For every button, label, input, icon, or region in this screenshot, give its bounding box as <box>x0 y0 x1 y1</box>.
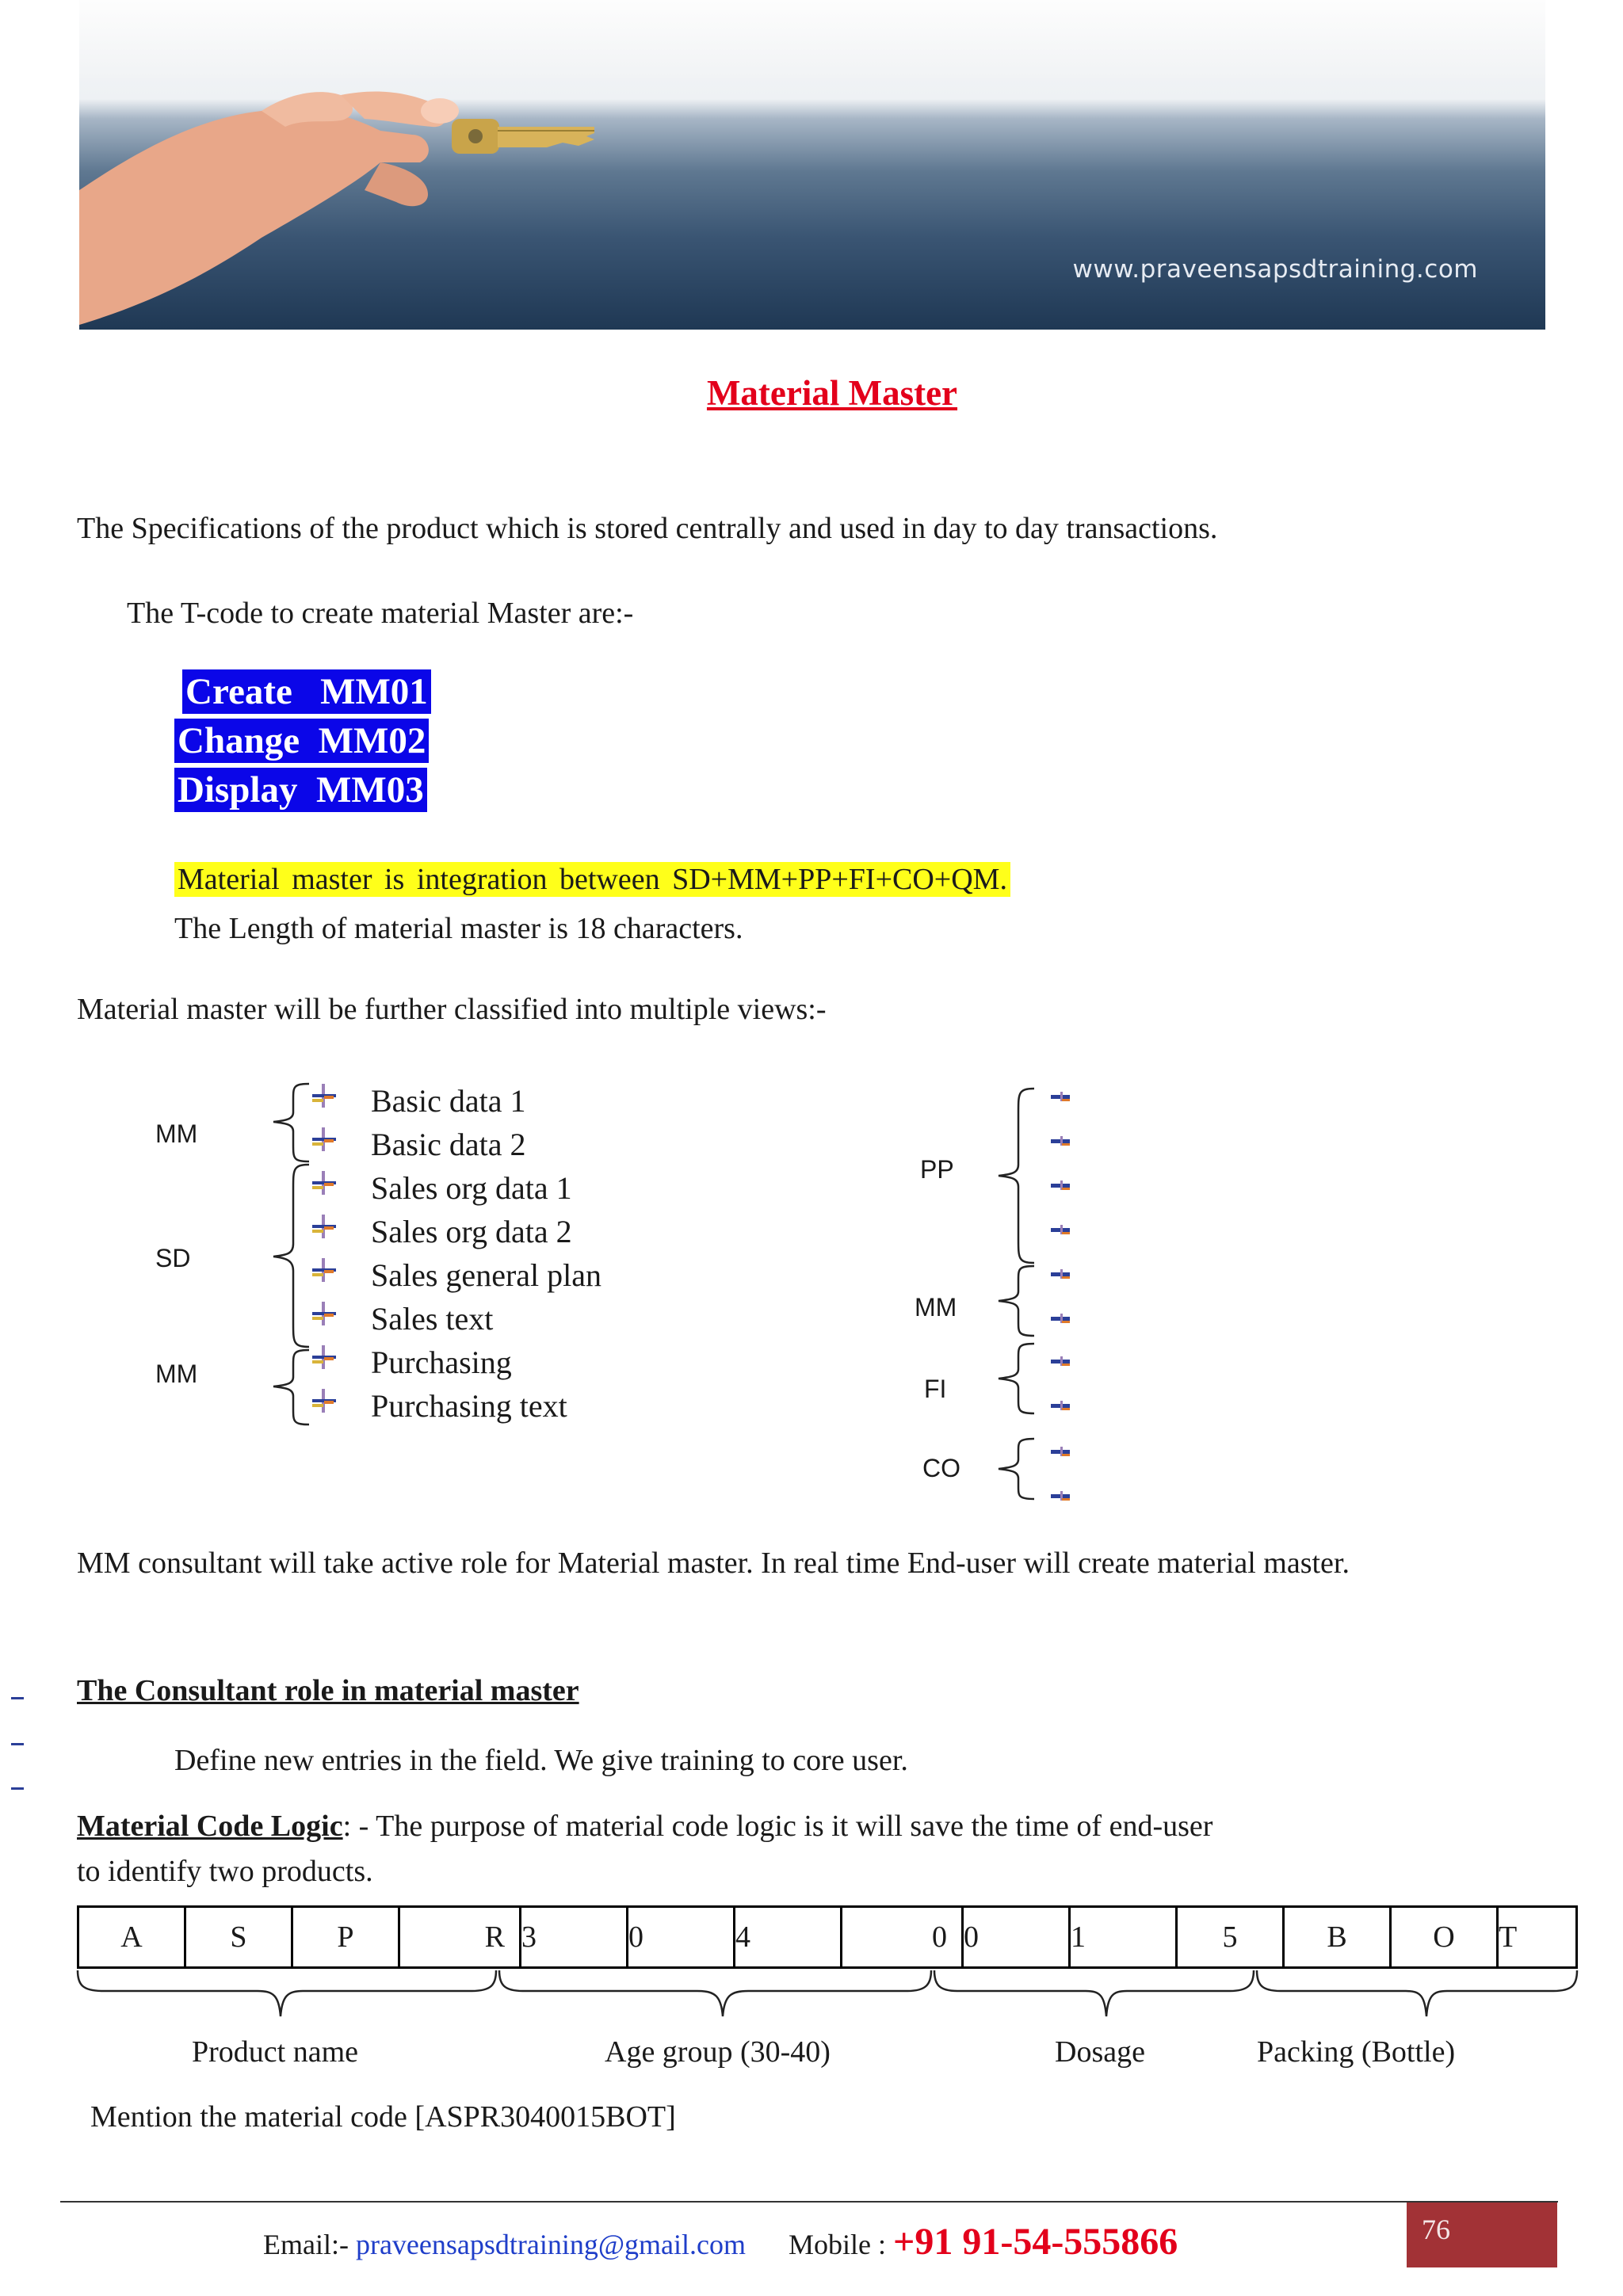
view-item: Purchasing text <box>371 1388 567 1424</box>
code-cell: 1 <box>1070 1907 1177 1968</box>
integration-highlight: Material master is integration between SD+MM+PP+FI+CO+QM. <box>174 862 1010 897</box>
page-number-box <box>1407 2203 1557 2267</box>
email-link[interactable]: praveensapsdtraining@gmail.com <box>355 2229 746 2260</box>
mobile-label: Mobile : <box>788 2229 886 2260</box>
code-cell: P <box>292 1907 399 1968</box>
code-cell: O <box>1391 1907 1498 1968</box>
code-cell: S <box>185 1907 292 1968</box>
tcode-intro: The T-code to create material Master are:- <box>127 597 634 630</box>
module-label-sd: SD <box>155 1244 191 1272</box>
consultant-paragraph: MM consultant will take active role for Material master. In real time End-user will create material master. <box>77 1547 1350 1580</box>
module-label-fi: FI <box>924 1375 947 1403</box>
tcode-change: Change MM02 <box>174 719 429 763</box>
table-row <box>78 1907 1577 1968</box>
view-item: Sales text <box>371 1301 494 1337</box>
view-item: Purchasing <box>371 1344 512 1380</box>
code-cell: A <box>78 1907 185 1968</box>
group-label-packing: Packing (Bottle) <box>1257 2035 1456 2069</box>
code-cell: R <box>399 1907 521 1968</box>
module-label-mm: MM <box>915 1293 957 1322</box>
module-label-co: CO <box>922 1454 960 1482</box>
code-cell: 5 <box>1177 1907 1284 1968</box>
view-item: Sales org data 2 <box>371 1214 572 1249</box>
view-item: Basic data 2 <box>371 1127 526 1162</box>
page-number: 76 <box>1422 2214 1450 2245</box>
hand-key-illustration <box>79 0 650 330</box>
module-label-mm: MM <box>155 1360 198 1388</box>
tcode-create: Create MM01 <box>182 669 431 714</box>
page-title: Material Master <box>706 373 958 413</box>
view-item: Basic data 1 <box>371 1083 526 1119</box>
code-cell: 3 <box>521 1907 628 1968</box>
code-cell: 4 <box>735 1907 842 1968</box>
email-label: Email:- <box>263 2229 349 2260</box>
code-cell: 0 <box>842 1907 963 1968</box>
intro-text: The Specifications of the product which is stored centrally and used in day to day transactions. <box>77 512 1218 545</box>
code-cell: 0 <box>628 1907 735 1968</box>
view-bullets <box>311 1084 342 1452</box>
material-code-table <box>77 1905 1578 1969</box>
consultant-heading: The Consultant role in material master <box>77 1674 579 1707</box>
views-intro: Material master will be further classified into multiple views:- <box>77 993 827 1026</box>
right-braces <box>975 1085 1086 1505</box>
code-cell: B <box>1284 1907 1391 1968</box>
code-group-braces <box>71 1969 1585 2032</box>
banner-url: www.praveensapsdtraining.com <box>1072 255 1478 284</box>
module-label-mm: MM <box>155 1119 198 1148</box>
group-label-age: Age group (30-40) <box>605 2035 831 2069</box>
code-cell: T <box>1498 1907 1577 1968</box>
mention-text: Mention the material code [ASPR3040015BOT] <box>90 2100 676 2134</box>
view-item: Sales general plan <box>371 1257 601 1293</box>
group-label-product: Product name <box>192 2035 359 2069</box>
view-item: Sales org data 1 <box>371 1170 572 1206</box>
tcode-display: Display MM03 <box>174 768 427 812</box>
code-cell: 0 <box>963 1907 1070 1968</box>
module-label-pp: PP <box>920 1155 954 1184</box>
code-logic-label: Material Code Logic <box>77 1810 343 1843</box>
code-logic-line2: to identify two products. <box>77 1855 373 1888</box>
footer-divider <box>60 2201 1558 2203</box>
header-banner <box>79 0 1545 330</box>
mobile-number: +91 91-54-555866 <box>892 2221 1178 2263</box>
footer-contact <box>263 2220 1178 2264</box>
length-text: The Length of material master is 18 characters. <box>174 912 743 945</box>
consultant-desc: Define new entries in the field. We give training to core user. <box>174 1744 908 1777</box>
code-logic-line1: Material Code Logic: - The purpose of material code logic is it will save the time of end-user <box>77 1810 1213 1843</box>
group-label-dosage: Dosage <box>1055 2035 1145 2069</box>
margin-marks <box>10 1695 29 1791</box>
